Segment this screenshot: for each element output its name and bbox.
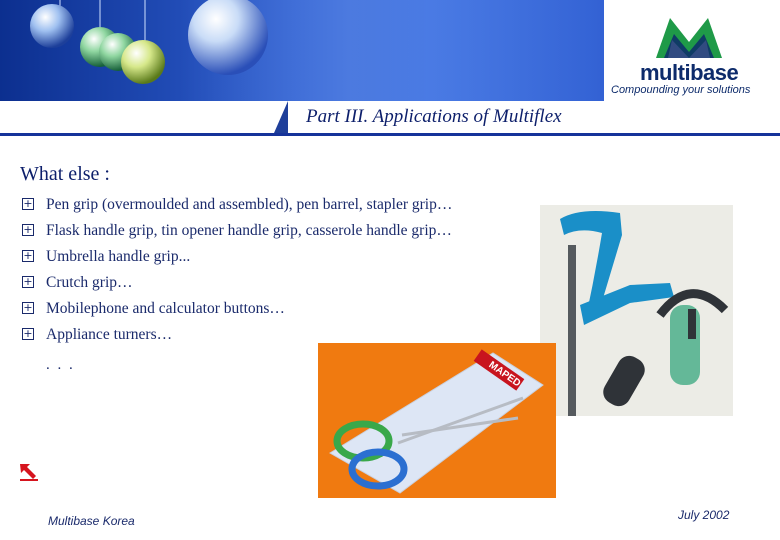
- list-item-text: Flask handle grip, tin opener handle grip, casserole handle grip…: [46, 222, 452, 239]
- sphere-blue: [30, 4, 74, 48]
- list-item-text: Umbrella handle grip...: [46, 248, 191, 265]
- multibase-m-logo-icon: [656, 14, 722, 58]
- sphere-yellow: [121, 40, 165, 84]
- title-rule: [0, 133, 780, 136]
- footer-company: Multibase Korea: [48, 514, 135, 528]
- brand-name-part1: multi: [640, 60, 691, 85]
- plus-box-icon: +: [23, 249, 33, 262]
- title-bar-slant: [274, 101, 288, 133]
- list-ellipsis: . . .: [46, 357, 75, 373]
- brand-name-part2: base: [690, 60, 739, 85]
- plus-box-icon: +: [23, 275, 33, 288]
- package-brand-text: MAPED: [486, 359, 523, 390]
- crutch-illustration: [540, 205, 733, 416]
- plus-box-icon: +: [23, 197, 33, 210]
- brand-name: [640, 60, 738, 86]
- footer-date: July 2002: [678, 508, 730, 522]
- plus-box-icon: +: [23, 327, 33, 340]
- sphere-large: [188, 0, 268, 75]
- crutch-photo: [540, 205, 733, 416]
- list-item-text: Appliance turners…: [46, 326, 173, 343]
- bullet-list: [22, 195, 452, 351]
- glass-spheres-graphic: [0, 0, 300, 101]
- list-item-text: Mobilephone and calculator buttons…: [46, 300, 285, 317]
- list-item: [22, 247, 452, 273]
- brand-tagline: Compounding your solutions: [611, 84, 751, 96]
- scissors-illustration: [318, 343, 556, 498]
- arrow-up-left-icon[interactable]: [18, 462, 40, 482]
- list-item-text: Crutch grip…: [46, 274, 133, 291]
- section-heading: What else :: [20, 163, 110, 185]
- list-item: [22, 273, 452, 299]
- list-item: [22, 299, 452, 325]
- list-item: [22, 221, 452, 247]
- slide-title: Part III. Applications of Multiflex: [306, 106, 562, 127]
- list-item: [22, 195, 452, 221]
- plus-box-icon: +: [23, 223, 33, 236]
- list-item-text: Pen grip (overmoulded and assembled), pen barrel, stapler grip…: [46, 196, 453, 213]
- scissors-photo: [318, 343, 556, 498]
- plus-box-icon: +: [23, 301, 33, 314]
